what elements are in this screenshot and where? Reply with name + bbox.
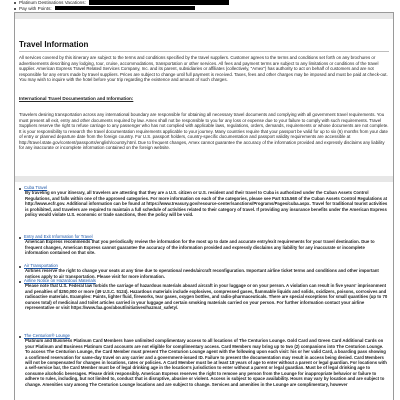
intro-paragraph: Travelers desiring transportation across any international boundary are responsible for obtaining all necessary travel documents and complying with all government travel requirements. You must present all exit, entry and other documents required by law. Amex shall not be responsible to you for any loss or expense due to your failure to comply with such requirements. Travel Suppliers reserve the right to refuse carriage to any passenger who has not complied with applicable laws, regulations, orders, demands, requirements or whose documents are not complete. It is your responsibility to research the travel documentation requirements applicable to your journey. Many countries require that your passport be valid for up to six (6) months from your date of entry or planned departure date from the foreign country. For U.S. passport holders, country-specific documentation and passport validity requirements are accessible at http://travel.state.gov/content/passports/english/country.html. Due to frequent changes, Amex cannot guarantee the accuracy of the information provided and expressly disclaims any liability for any inaccurate or incomplete information contained on the foreign website. bbox=[19, 112, 389, 150]
title-divider bbox=[19, 51, 389, 52]
bullet-icon bbox=[19, 188, 21, 190]
section-body: Platinum and Business Platinum Card Members have unlimited complimentary access to all locations of The Centurion Lounge. Gold Card and Green Card Additional Cards on your Platinum and Business Platinum Card accounts are not eligible for complimentary access. Card Members may bring up to two (2) companions into The Centurion Lounge. To access The Centurion Lounge, the Card Member must present The Centurion Lounge agent with the following upon each visit: his or her valid Card, a boarding pass showing a confirmed reservation for same-day travel on any carrier and a government-issued ID. Failure to present the documentation may result in access being denied. Card Members will not be compensated for changes in locations, rates or policies. A Card Member must be at least 18 years of age to enter without a parent or legal guardian. For locations with a self-service bar, the Card Member must be of legal drinking age in the location's jurisdiction to enter without a parent or legal guardian. Must be of legal drinking age to consume alcoholic beverages. Please drink responsibly. American Express reserves the right to remove any person from the Lounge for inappropriate behavior or failure to adhere to rules, including, but not limited to, conduct that is disruptive, abusive or violent. Access is subject to space availability. Hours may vary by location and are subject to change. Amenities vary among The Centurion Lounge locations and are subject to change. Services and amenities in the Lounge are complimentary, however bbox=[25, 338, 387, 387]
travel-information-panel bbox=[14, 12, 394, 400]
bullet-icon bbox=[19, 237, 21, 239]
page-title: Travel Information bbox=[19, 40, 89, 49]
section-body: By traveling on your itinerary, all travelers are attesting that they are a U.S. citizen or U.S. resident and their travel to Cuba is authorized under the Cuban Assets Control Regulations, and falls within one of the approved categories. For more information on each of the categories, please see Part 515.560 of the Cuban Assets Control Regulations at http://www.ecfr.gov. Additional information can be found at https://www.treasury.gov/resource-center/sanctions/Programs/Pages/cuba.aspx. Travel for traditional tourist activities is prohibited, and travelers are required to maintain a full schedule of activities related to their category of travel. If providing any insurance benefits under the American Express policy would violate U.S. economic or trade sanctions, then the policy will be void. bbox=[25, 190, 388, 218]
list-item-text: Platinum Destinations Vacations: bbox=[19, 0, 86, 5]
section-body: American Express recommends that you periodically review the information for the most up to date and accurate entry/exit requirements for your travel destination. Due to frequent changes, American Express cannot guarantee the accuracy of the information provided and expressly disclaims any liability for any inaccurate or incomplete information contained on that site. bbox=[25, 239, 375, 256]
section-centurion-lounge bbox=[19, 333, 389, 387]
section-entry-exit bbox=[19, 234, 389, 256]
section-title[interactable]: Cuba Travel bbox=[19, 185, 389, 190]
section-cuba-travel bbox=[19, 185, 389, 217]
top-bullet-list bbox=[14, 0, 229, 11]
section-title[interactable]: Entry and Exit Information for Travel bbox=[19, 234, 389, 239]
section-body: Please note that U.S. Federal law forbids the carriage of hazardous materials aboard aircraft in your luggage or on your person. A violation can result in five years' imprisonment and penalties of $250,000 or more (49 U.S.C. 5124). Hazardous materials include explosives, compressed gases, flammable liquids and solids, oxidizers, poisons, corrosives and radioactive materials. Examples: Paints, lighter fluid, fireworks, tear gases, oxygen bottles, and radio-pharmaceuticals. There are special exceptions for small quantities (up to 70 ounces total) of medicinal and toilet articles carried in your luggage and certain smoking materials carried on your person. For further information contact your airline representative or visit https://www.faa.gov/about/initiatives/hazmat_safety/. bbox=[25, 283, 388, 311]
intro-paragraph: All services covered by this itinerary are subject to the terms and conditions specified by the travel suppliers. Customer agrees to the terms and conditions set forth on any brochures or advertisements describing any lodging, tour, cruise, accommodations, transportation or other services. All fees and payment terms are subject to any limitations or conditions of the travel supplier. American Express Travel Related Services Company, Inc. and its parent, subsidiaries or affiliates (collectively, "Amex") has authority to act on behalf of customers and are not responsible for any errors made by travel suppliers. Prices are subject to change until full payment is received. Taxes, fees and other charges may be imposed and must be paid at check-out. You may wish to inquire with the hotel before your trip regarding the existence and amount of such charges. bbox=[19, 55, 388, 82]
section-body: Airlines reserve the right to change your seats at any time due to operational needs/aircraft reconfiguration. Important airline ticket terms and conditions and other important notices apply to air transportation. Please visit for more information. bbox=[25, 268, 379, 279]
section-band bbox=[15, 176, 393, 182]
section-title[interactable]: Airline Notice on Hazardous Materials bbox=[19, 278, 389, 283]
header-band bbox=[15, 13, 393, 19]
section-air-transportation bbox=[19, 263, 389, 279]
bullet-icon bbox=[19, 336, 21, 338]
section-title[interactable]: Air Transportation bbox=[19, 263, 389, 268]
list-item-text: Pay with Points: bbox=[19, 5, 52, 11]
bullet-icon bbox=[19, 281, 21, 283]
intl-heading: International Travel Documentation and Information: bbox=[19, 96, 134, 101]
bullet-icon bbox=[14, 8, 16, 10]
list-item bbox=[14, 6, 229, 12]
section-hazardous-materials bbox=[19, 278, 389, 310]
bullet-icon bbox=[14, 2, 16, 4]
section-title[interactable]: The Centurion® Lounge bbox=[19, 333, 389, 338]
redacted-block bbox=[55, 6, 195, 11]
bullet-icon bbox=[19, 266, 21, 268]
redacted-block bbox=[89, 0, 229, 5]
